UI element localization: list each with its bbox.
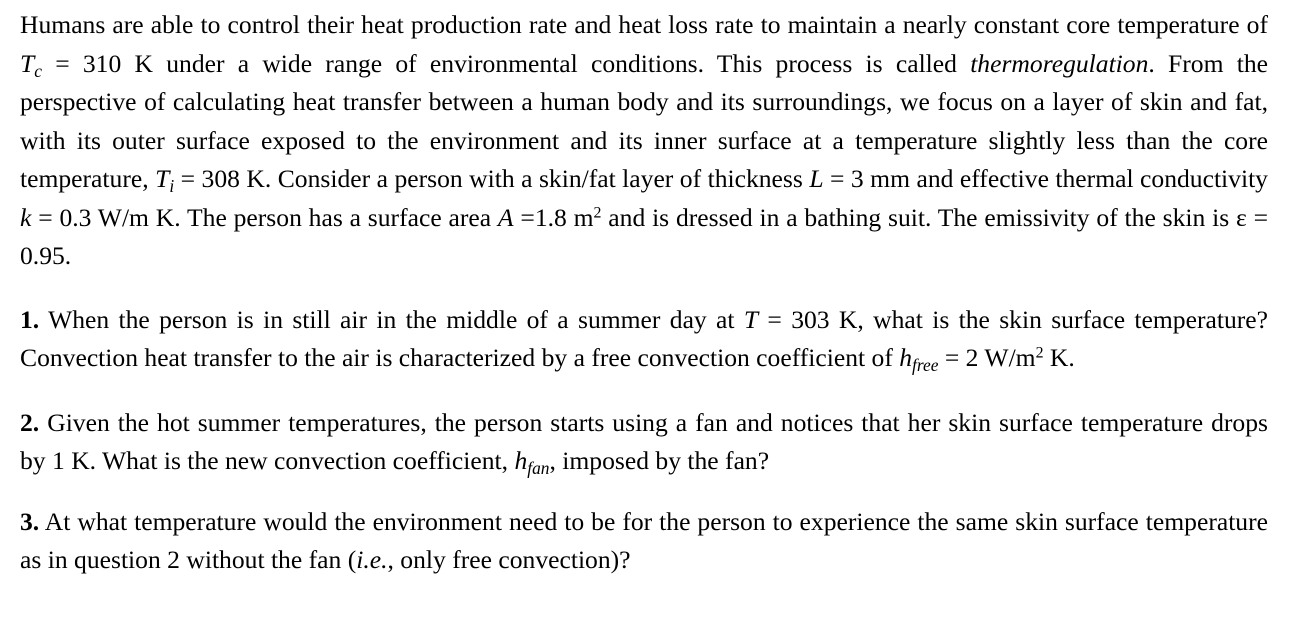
question-3-text-2: , only free convection)? xyxy=(387,545,631,574)
question-3-number: 3. xyxy=(20,506,40,536)
question-1-text-3: = 2 W/m xyxy=(938,343,1036,372)
question-2 xyxy=(20,404,1268,481)
intro-text-3: . From the perspective of calculating heat transfer between a human body and its surroundings, we focus on a layer of skin and fat, with its outer surface exposed to the environment and its inner surface at a temperature slightly less than the core temperature, xyxy=(20,48,1268,193)
fan-convection-subscript: fan xyxy=(527,457,550,478)
coefficient-unit-exponent: 2 xyxy=(1035,344,1044,362)
intro-text-8: and is dressed in a bathing suit. The emissivity of the skin is ε = 0.95. xyxy=(20,202,1268,270)
thickness-symbol: L xyxy=(809,164,824,193)
question-3 xyxy=(20,503,1268,580)
core-temperature-subscript: c xyxy=(34,60,42,81)
question-2-text-2: , imposed by the fan? xyxy=(549,446,770,475)
conductivity-symbol: k xyxy=(20,202,32,232)
area-symbol: A xyxy=(497,202,514,232)
ie-abbreviation: i.e. xyxy=(356,545,388,574)
inner-temperature-symbol: T xyxy=(155,164,170,193)
intro-text-5: = 3 mm and effective thermal conductivity xyxy=(823,164,1268,193)
inner-temperature-subscript: i xyxy=(169,175,175,196)
area-unit-exponent: 2 xyxy=(593,203,602,221)
intro-paragraph xyxy=(20,6,1268,276)
ambient-temperature-symbol: T xyxy=(743,304,759,334)
question-1 xyxy=(20,301,1268,378)
problem-document xyxy=(20,6,1268,580)
intro-text-6: = 0.3 W/m K. The person has a surface area xyxy=(31,202,498,232)
intro-text-4: = 308 K. Consider a person with a skin/fat layer of thickness xyxy=(174,164,810,193)
question-3-text-1: At what temperature would the environment need to be for the person to experience the same skin surface temperature as in question 2 without the fan ( xyxy=(20,506,1268,574)
question-1-text-2: = 303 K, what is the skin surface temperature? Convection heat transfer to the air is characterized by a free convection coefficient of xyxy=(20,304,1268,372)
question-1-text-1: When the person is in still air in the middle of a summer day at xyxy=(39,304,744,334)
thermoregulation-term: thermoregulation xyxy=(970,48,1149,78)
question-2-text-1: Given the hot summer temperatures, the person starts using a fan and notices that her skin surface temperature drops by 1 K. What is the new convection coefficient, xyxy=(20,407,1268,475)
question-2-number: 2. xyxy=(20,407,40,437)
free-convection-subscript: free xyxy=(912,354,939,375)
free-convection-symbol: h xyxy=(899,343,913,372)
intro-text-1: Humans are able to control their heat production rate and heat loss rate to maintain a nearly constant core temperature of xyxy=(20,10,1268,39)
intro-text-2: = 310 K under a wide range of environmental conditions. This process is called xyxy=(41,48,971,78)
question-1-number: 1. xyxy=(20,304,40,334)
fan-convection-symbol: h xyxy=(514,446,528,475)
core-temperature-symbol: T xyxy=(20,48,35,78)
intro-text-7: =1.8 m xyxy=(513,202,594,232)
question-1-text-4: K. xyxy=(1043,343,1075,372)
